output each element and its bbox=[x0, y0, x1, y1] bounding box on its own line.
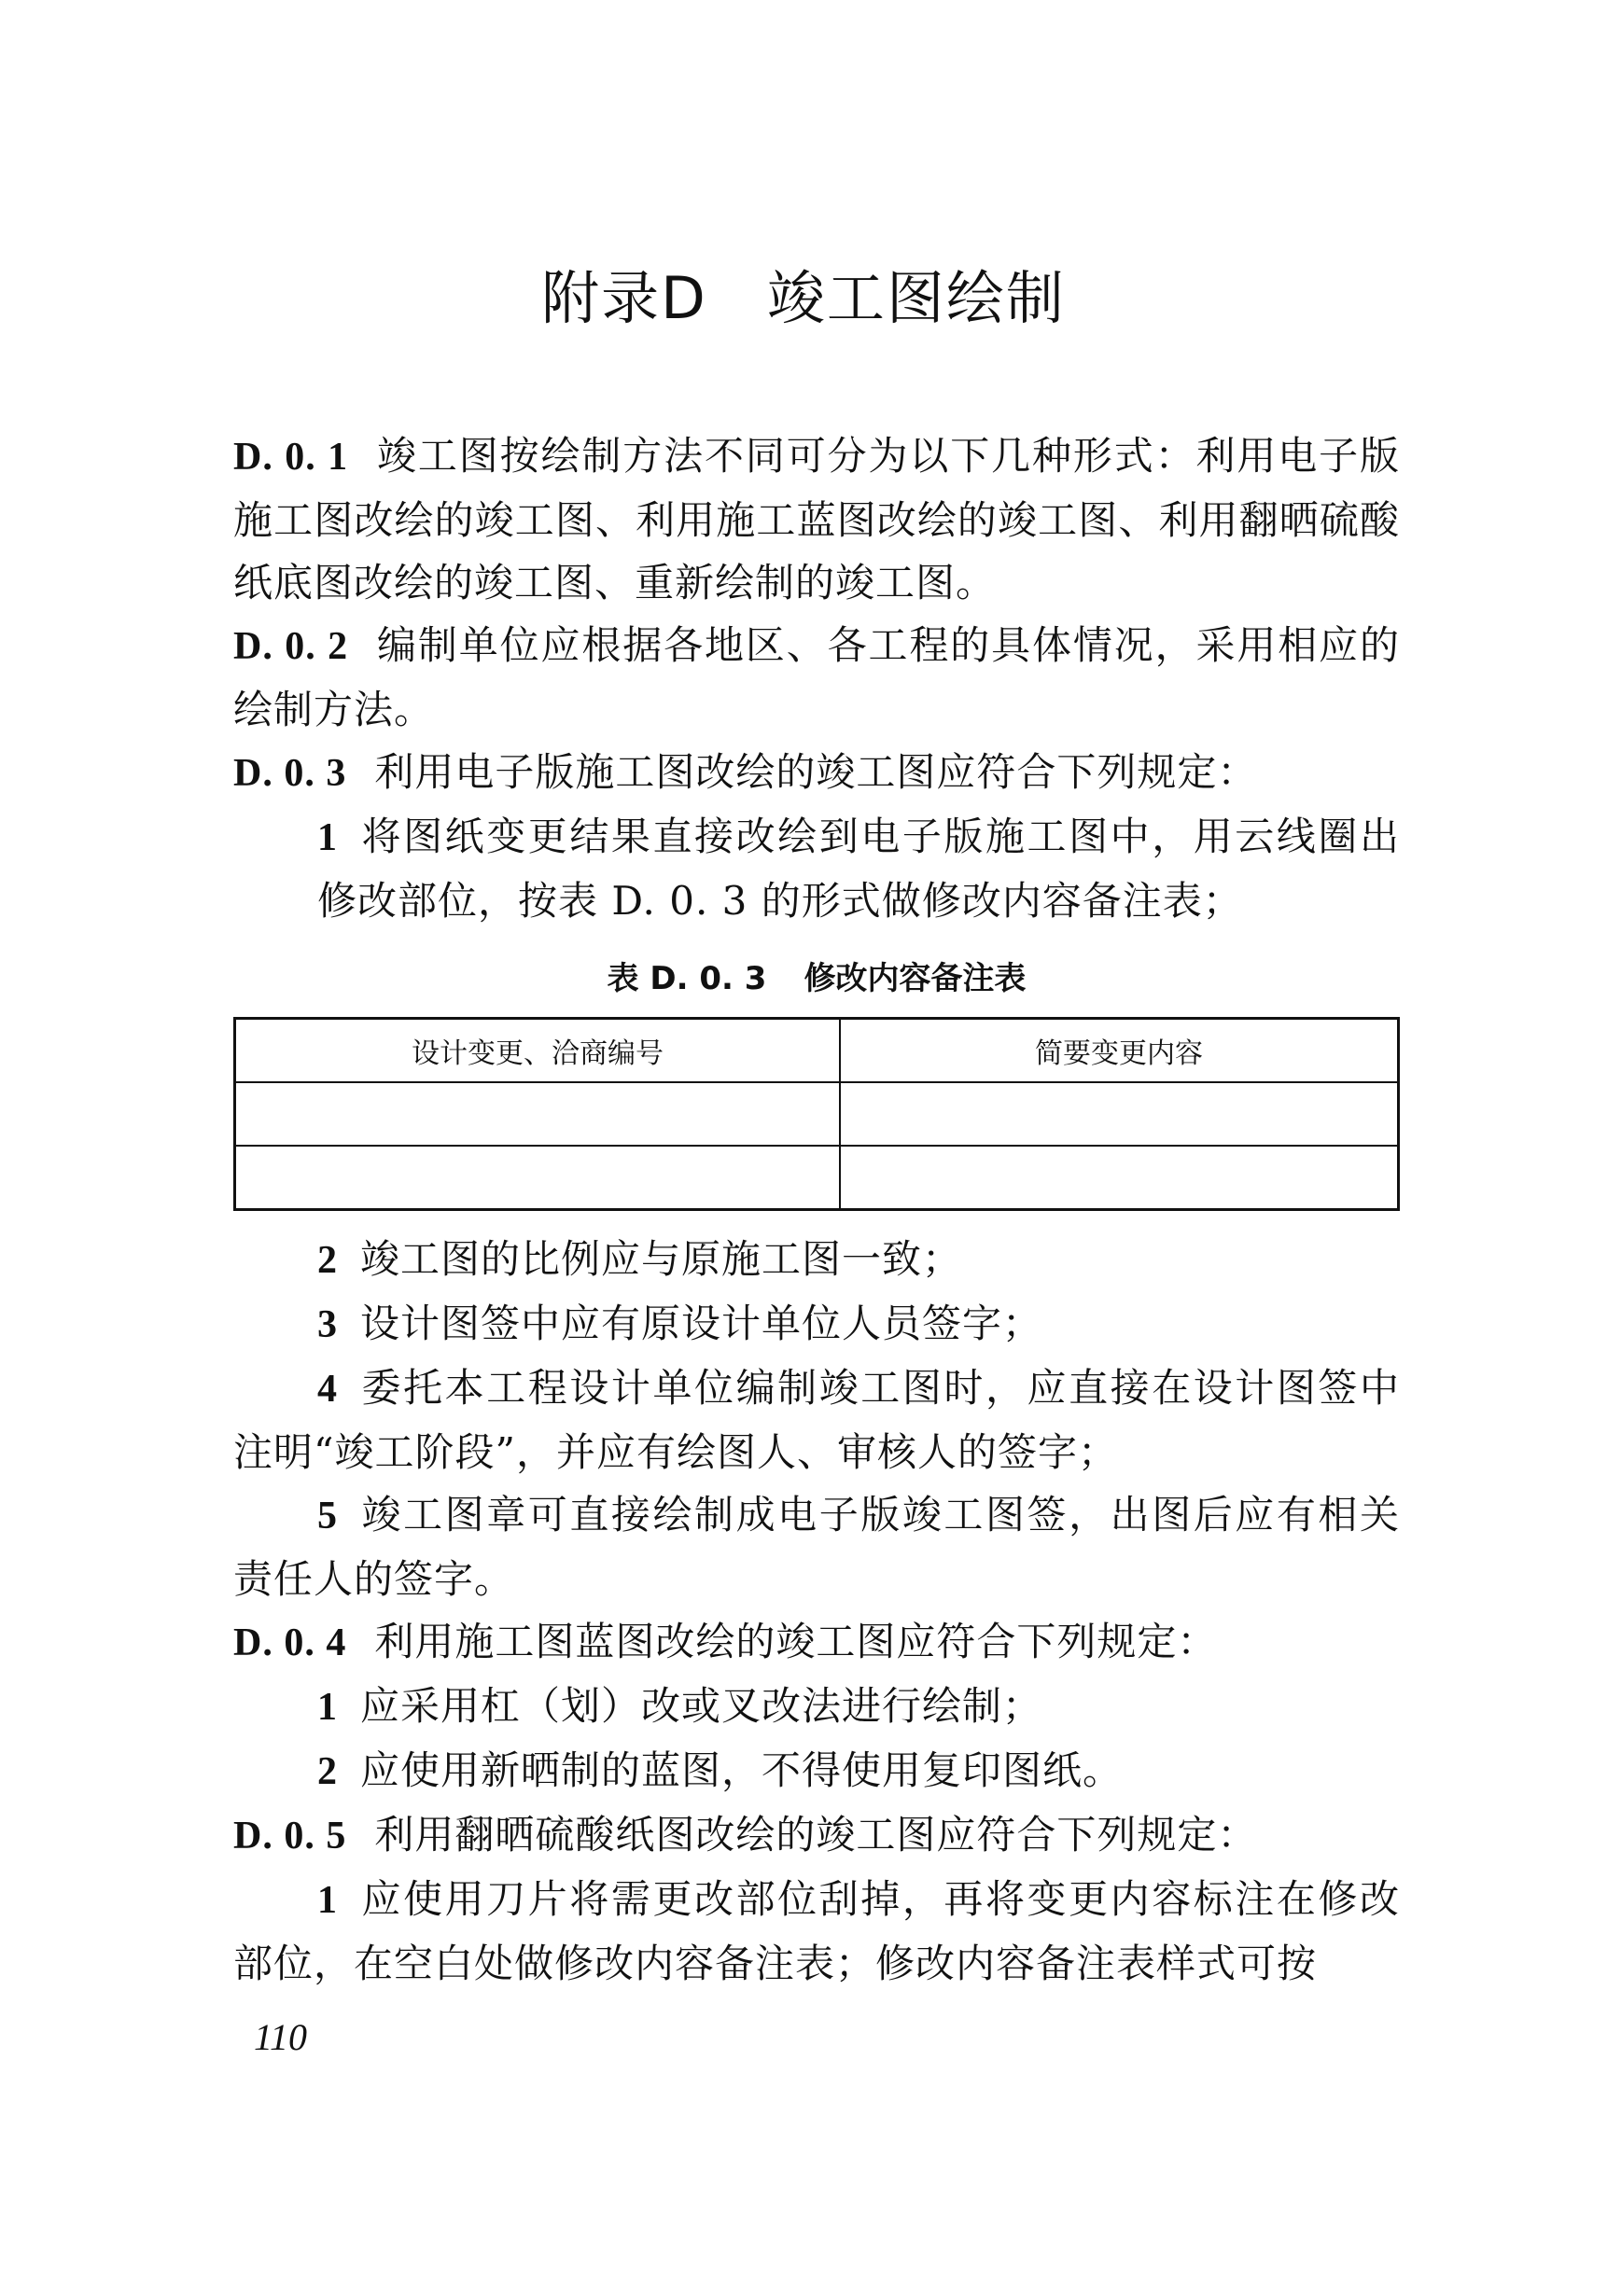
item-number: 2 bbox=[317, 1239, 338, 1282]
item-number: 5 bbox=[317, 1495, 338, 1538]
item-number: 3 bbox=[317, 1303, 338, 1346]
table-cell bbox=[840, 1082, 1399, 1146]
clause-text: 编制单位应根据各地区、各工程的具体情况，采用相应的绘制方法。 bbox=[233, 622, 1400, 732]
table-header-cell: 设计变更、洽商编号 bbox=[235, 1019, 840, 1083]
table-header-cell: 简要变更内容 bbox=[840, 1019, 1399, 1083]
clause-number: D. 0. 3 bbox=[233, 752, 347, 795]
clause-number: D. 0. 4 bbox=[233, 1621, 347, 1664]
clause-item bbox=[233, 1675, 1400, 1739]
item-number: 2 bbox=[317, 1750, 338, 1793]
clause-number: D. 0. 2 bbox=[233, 625, 349, 668]
item-text: 竣工图的比例应与原施工图一致； bbox=[360, 1236, 963, 1282]
table-caption-title: 修改内容备注表 bbox=[804, 960, 1027, 997]
clause-text: 竣工图按绘制方法不同可分为以下几种形式：利用电子版施工图改绘的竣工图、利用施工蓝图改绘的竣工图、利用翻晒硫酸纸底图改绘的竣工图、重新绘制的竣工图。 bbox=[233, 433, 1400, 605]
table-cell bbox=[235, 1146, 840, 1210]
table-header-row bbox=[235, 1019, 1399, 1083]
table-caption bbox=[233, 953, 1400, 998]
item-number: 4 bbox=[317, 1368, 338, 1411]
clause-number: D. 0. 5 bbox=[233, 1815, 347, 1858]
clause-item bbox=[233, 805, 1400, 932]
table-cell bbox=[235, 1082, 840, 1146]
clause-d01 bbox=[233, 424, 1400, 614]
item-text: 应采用杠（划）改或叉改法进行绘制； bbox=[360, 1683, 1043, 1729]
item-text: 竣工图章可直接绘制成电子版竣工图签，出图后应有相关责任人的签字。 bbox=[233, 1492, 1400, 1602]
clause-item bbox=[233, 1292, 1400, 1357]
clause-item bbox=[233, 1868, 1400, 1995]
table-caption-label: 表 D. 0. 3 bbox=[607, 960, 767, 997]
clause-text: 利用施工图蓝图改绘的竣工图应符合下列规定： bbox=[374, 1619, 1218, 1664]
remarks-table bbox=[233, 1017, 1400, 1211]
clause-number: D. 0. 1 bbox=[233, 436, 349, 479]
item-text: 应使用刀片将需更改部位刮掉，再将变更内容标注在修改部位，在空白处做修改内容备注表；修改内容备注表样式可按 bbox=[233, 1876, 1400, 1986]
item-number: 1 bbox=[317, 1686, 338, 1729]
clause-item bbox=[233, 1228, 1400, 1292]
clause-d03 bbox=[233, 741, 1400, 805]
table-row bbox=[235, 1082, 1399, 1146]
item-number: 1 bbox=[317, 816, 338, 859]
body-text bbox=[233, 424, 1400, 1995]
clause-d04 bbox=[233, 1610, 1400, 1675]
item-text: 委托本工程设计单位编制竣工图时，应直接在设计图签中注明“竣工阶段”，并应有绘图人、审核人的签字； bbox=[233, 1365, 1400, 1475]
item-number: 1 bbox=[317, 1879, 338, 1922]
clause-d02 bbox=[233, 614, 1400, 741]
item-text: 将图纸变更结果直接改绘到电子版施工图中，用云线圈出修改部位，按表 D. 0. 3 的形式做修改内容备注表； bbox=[317, 814, 1400, 924]
clause-text: 利用翻晒硫酸纸图改绘的竣工图应符合下列规定： bbox=[374, 1812, 1258, 1858]
item-text: 设计图签中应有原设计单位人员签字； bbox=[360, 1301, 1043, 1346]
item-text: 应使用新晒制的蓝图，不得使用复印图纸。 bbox=[360, 1747, 1124, 1793]
page-title: 附录D 竣工图绘制 bbox=[541, 264, 1066, 332]
page-number: 110 bbox=[254, 2016, 308, 2058]
clause-item bbox=[233, 1357, 1400, 1483]
clause-d05 bbox=[233, 1803, 1400, 1868]
clause-text: 利用电子版施工图改绘的竣工图应符合下列规定： bbox=[374, 749, 1258, 795]
table-row bbox=[235, 1146, 1399, 1210]
table-cell bbox=[840, 1146, 1399, 1210]
clause-item bbox=[233, 1483, 1400, 1610]
clause-item bbox=[233, 1739, 1400, 1803]
